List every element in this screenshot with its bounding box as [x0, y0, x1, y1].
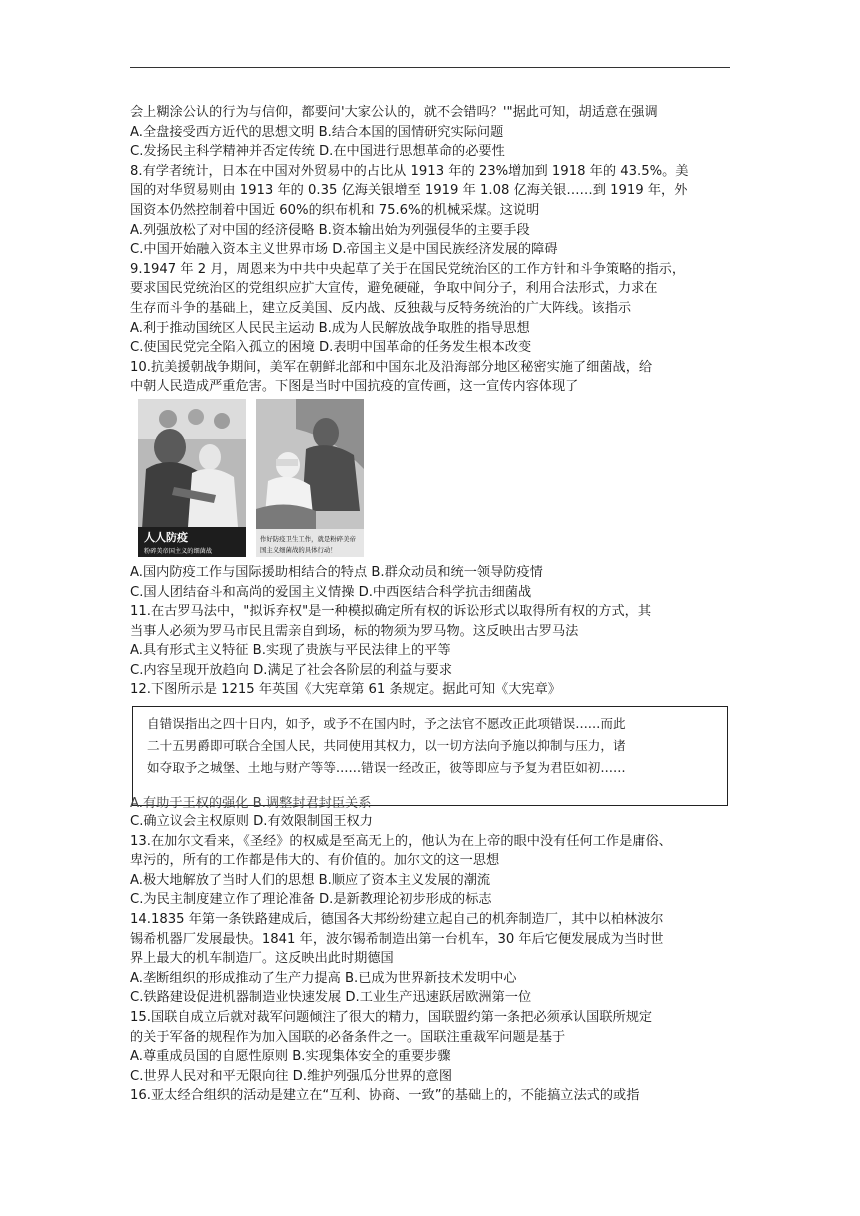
- excerpt-line: 自错误指出之四十日内，如予，或予不在国内时，予之法官不愿改正此项错误……而此: [147, 716, 626, 732]
- text-line: 的关于军备的规程作为加入国联的必备条件之一。国联注重裁军问题是基于: [130, 1029, 566, 1045]
- text-line: 9.1947 年 2 月，周恩来为中共中央起草了关于在国民党统治区的工作方针和斗争策略的指示，: [130, 261, 686, 277]
- text-line: A.利于推动国统区人民民主运动 B.成为人民解放战争取胜的指导思想: [130, 320, 530, 336]
- poster-caption: 国主义细菌战的具体行动！: [260, 545, 337, 554]
- text-line: C.国人团结奋斗和高尚的爱国主义情操 D.中西医结合科学抗击细菌战: [130, 584, 532, 600]
- text-line: 国资本仍然控制着中国近 60%的织布机和 75.6%的机械采煤。这说明: [130, 202, 540, 218]
- text-line: A.垄断组织的形成推动了生产力提高 B.已成为世界新技术发明中心: [130, 970, 517, 986]
- text-block-top: [130, 103, 730, 397]
- text-line: C.发扬民主科学精神并否定传统 D.在中国进行思想革命的必要性: [130, 144, 505, 160]
- text-line: A.有助于王权的强化 B.调整封君封臣关系: [130, 796, 372, 812]
- text-block-middle: [130, 563, 730, 700]
- text-line: A.尊重成员国的自愿性原则 B.实现集体安全的重要步骤: [130, 1049, 451, 1065]
- poster-image-1: [138, 399, 246, 557]
- text-line: C.内容呈现开放趋向 D.满足了社会各阶层的利益与要求: [130, 662, 453, 678]
- text-line: 10.抗美援朝战争期间，美军在朝鲜北部和中国东北及沿海部分地区秘密实施了细菌战，给: [130, 359, 653, 375]
- magna-carta-excerpt-box: [132, 706, 728, 806]
- poster-caption: 人人防疫: [144, 530, 188, 544]
- excerpt-line: 如夺取予之城堡、土地与财产等等……错误一经改正，彼等即应与予复为君臣如初……: [147, 760, 626, 776]
- text-line: C.为民主制度建立作了理论准备 D.是新教理论初步形成的标志: [130, 892, 492, 908]
- text-line: 要求国民党统治区的党组织应扩大宣传，避免硬碰，争取中间分子，利用合法形式，力求在: [130, 281, 658, 297]
- text-line: C.确立议会主权原则 D.有效限制国王权力: [130, 814, 373, 830]
- text-line: A.全盘接受西方近代的思想文明 B.结合本国的国情研究实际问题: [130, 124, 504, 140]
- text-line: 15.国联自成立后就对裁军问题倾注了很大的精力，国联盟约第一条把必须承认国联所规定: [130, 1010, 653, 1025]
- text-line: 卑污的，所有的工作都是伟大的、有价值的。加尔文的这一思想: [130, 853, 500, 869]
- poster-caption: 粉碎美帝国主义的细菌战: [144, 547, 213, 555]
- header-rule: [130, 67, 730, 68]
- text-line: 16.亚太经合组织的活动是建立在“互利、协商、一致”的基础上的，不能搞立法式的或指: [130, 1088, 640, 1104]
- propaganda-posters: [130, 399, 730, 561]
- text-line: C.使国民党完全陷入孤立的困境 D.表明中国革命的任务发生根本改变: [130, 340, 532, 356]
- text-line: 13.在加尔文看来，《圣经》的权威是至高无上的，他认为在上帝的眼中没有任何工作是庸俗、: [130, 833, 672, 849]
- text-line: 11.在古罗马法中，"拟诉弃权"是一种模拟确定所有权的诉讼形式以取得所有权的方式，其: [130, 604, 652, 620]
- text-line: 当事人必须为罗马市民且需亲自到场，标的物须为罗马物。这反映出古罗马法: [130, 623, 579, 639]
- text-line: 12.下图所示是 1215 年英国《大宪章第 61 条规定。据此可知《大宪章》: [130, 682, 561, 698]
- text-line: 界上最大的机车制造厂。这反映出此时期德国: [130, 951, 394, 967]
- excerpt-line: 二十五男爵即可联合全国人民，共同使用其权力，以一切方法向予施以抑制与压力，诸: [147, 738, 626, 754]
- text-line: 14.1835 年第一条铁路建成后，德国各大邦纷纷建立起自己的机奔制造厂，其中以柏林波尔: [130, 912, 664, 928]
- text-line: 8.有学者统计，日本在中国对外贸易中的占比从 1913 年的 23%增加到 1918 年的 43.5%。美: [130, 163, 689, 179]
- text-line: 国的对华贸易则由 1913 年的 0.35 亿海关银增至 1919 年 1.08 亿海关银……到 1919 年，外: [130, 183, 688, 199]
- text-line: C.世界人民对和平无限向往 D.维护列强瓜分世界的意图: [130, 1068, 453, 1084]
- text-line: 生存而斗争的基础上，建立反美国、反内战、反独裁与反特务统治的广大阵线。该指示: [130, 300, 632, 316]
- text-line: C.铁路建设促进机器制造业快速发展 D.工业生产迅速跃居欧洲第一位: [130, 990, 532, 1006]
- text-line: C.中国开始融入资本主义世界市场 D.帝国主义是中国民族经济发展的障碍: [130, 242, 558, 258]
- text-line: 锡希机器厂发展最快。1841 年，波尔锡希制造出第一台机车，30 年后它便发展成为当时世: [130, 931, 664, 947]
- text-line: A.列强放松了对中国的经济侵略 B.资本输出始为列强侵华的主要手段: [130, 222, 530, 238]
- text-line: A.极大地解放了当时人们的思想 B.顺应了资本主义发展的潮流: [130, 872, 491, 888]
- text-line: 会上糊涂公认的行为与信仰，都要问'大家公认的，就不会错吗？'"据此可知，胡适意在强调: [130, 105, 658, 120]
- document-page: [130, 103, 730, 1106]
- text-line: A.国内防疫工作与国际援助相结合的特点 B.群众动员和统一领导防疫情: [130, 564, 543, 580]
- text-line: A.具有形式主义特征 B.实现了贵族与平民法律上的平等: [130, 643, 451, 659]
- poster-caption: 作好防疫卫生工作，就是粉碎美帝: [260, 534, 356, 543]
- text-line: 中朝人民造成严重危害。下图是当时中国抗疫的宣传画，这一宣传内容体现了: [130, 379, 579, 395]
- text-block-bottom: [130, 812, 730, 1106]
- partially-covered-line: [130, 796, 730, 812]
- poster-image-2: [256, 399, 364, 557]
